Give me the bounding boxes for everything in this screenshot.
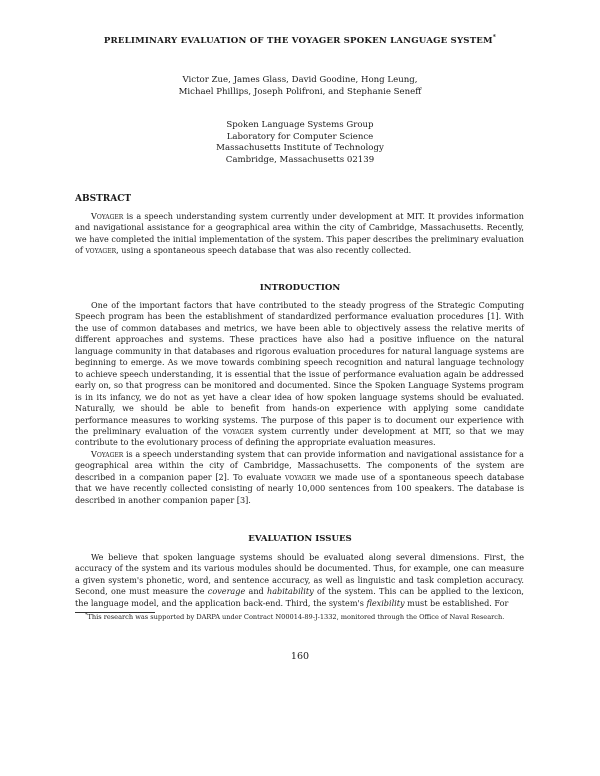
introduction-paragraph-1: One of the important factors that have contributed to the steady progress of the Strategic Computing Speech program has been the establishment of standardized performance evaluation procedures [1]. With the use of common databases and metrics, we have been able to objectively assess the relative merits of different approaches and systems. These practices have also had a positive influence on the natural language community in that databases and rigorous evaluation procedures for natural language systems are beginning to emerge. As we move towards combining speech recognition and natural language technology to achieve speech understanding, it is essential that the issue of performance evaluation again be addressed early on, so that progress can be monitored and documented. Since the Spoken Language Systems program is in its infancy, we do not as yet have a clear idea of how spoken language systems should be evaluated. Naturally, we should be able to benefit from hands-on experience with applying some candidate performance measures to working systems. The purpose of this paper is to document our experience with the preliminary evaluation of the voyager system currently under development at MIT, so that we may contribute to the evolutionary process of defining the appropriate evaluation measures. — [75, 300, 524, 448]
author-line-2: Michael Phillips, Joseph Polifroni, and Stephanie Seneff — [178, 87, 422, 97]
affiliation — [100, 120, 500, 166]
affiliation-line-1: Spoken Language Systems Group — [226, 120, 374, 130]
voyager-name: Voyager — [91, 211, 124, 221]
evaluation-heading: EVALUATION ISSUES — [248, 534, 352, 544]
introduction-heading: INTRODUCTION — [259, 283, 341, 293]
title-footnote-mark: * — [492, 34, 497, 41]
author-line-1: Victor Zue, James Glass, David Goodine, Hong Leung, — [182, 75, 418, 85]
abstract-heading: ABSTRACT — [75, 194, 132, 204]
paper-title: PRELIMINARY EVALUATION OF THE VOYAGER SPOKEN LANGUAGE SYSTEM* — [103, 34, 497, 46]
footnote: *This research was supported by DARPA under Contract N00014-89-J-1332, monitored through the Office of Naval Research. — [85, 612, 505, 622]
abstract-body: Voyager is a speech understanding system currently under development at MIT. It provides information and navigational assistance for a geographical area within the city of Cambridge, Massachusetts. Recently, we have completed the initial implementation of the system. This paper describes the preliminary evaluation of voyager, using a spontaneous speech database that was also recently collected. — [75, 211, 524, 256]
introduction-paragraph-2: Voyager is a speech understanding system that can provide information and navigational assistance for a geographical area within the city of Cambridge, Massachusetts. The components of the system are described in a companion paper [2]. To evaluate voyager we made use of a spontaneous speech database that we have recently collected consisting of nearly 10,000 sentences from 100 speakers. The database is described in another companion paper [3]. — [75, 448, 524, 505]
affiliation-line-2: Laboratory for Computer Science — [226, 131, 374, 142]
voyager-name: voyager — [85, 245, 117, 256]
page-number: 160 — [290, 651, 310, 662]
evaluation-body — [75, 552, 524, 609]
introduction-body — [75, 300, 524, 506]
affiliation-line-4: Cambridge, Massachusetts 02139 — [225, 154, 375, 165]
affiliation-line-3: Massachusetts Institute of Technology — [216, 143, 384, 153]
author-list — [100, 74, 500, 98]
evaluation-paragraph-1: We believe that spoken language systems should be evaluated along several dimensions. First, the accuracy of the system and its various modules should be documented. Thus, for example, one can measure a given system's phonetic, word, and sentence accuracy, as well as linguistic and task completion accuracy. Second, one must measure the coverage and habitability of the system. This can be applied to the lexicon, the language model, and the application back-end. Third, the system's flexibility must be established. For — [75, 552, 524, 608]
